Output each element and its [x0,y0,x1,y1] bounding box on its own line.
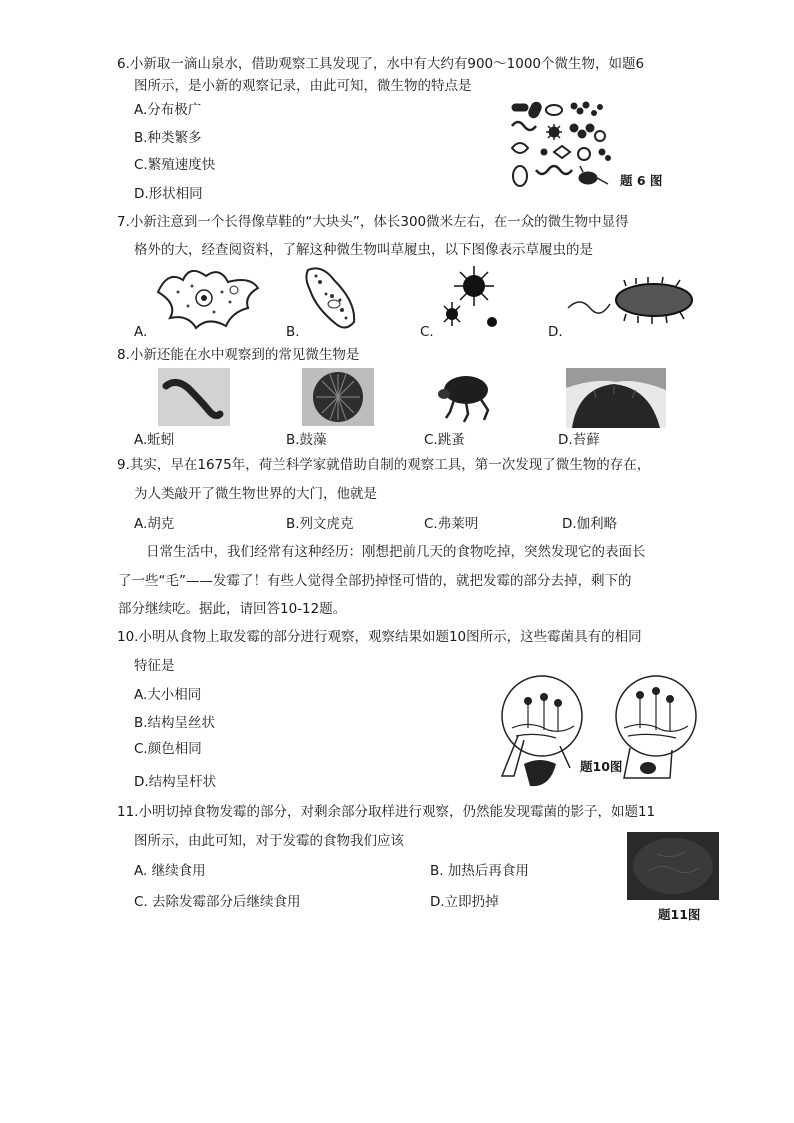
q6-stem-line1: 6.小新取一滴山泉水，借助观察工具发现了，水中有大约有900～1000个微生物，如题6 [117,56,645,72]
q11-option-d[interactable]: D.立即扔掉 [430,894,499,910]
q6-stem-line2: 图所示，是小新的观察记录，由此可知，微生物的特点是 [134,78,472,94]
q7-option-c[interactable]: C. [420,324,434,340]
q10-option-d[interactable]: D.结构呈杆状 [134,774,217,790]
q11-option-b[interactable]: B. 加热后再食用 [430,863,529,879]
q10-stem-line1: 10.小明从食物上取发霉的部分进行观察，观察结果如题10图所示，这些霉菌具有的相同 [117,629,642,645]
bacillus-image [566,276,696,326]
q7-stem-line1: 7.小新注意到一个长得像草鞋的“大块头”，体长300微米左右，在一众的微生物中显得 [117,214,629,230]
q9-option-c[interactable]: C.弗莱明 [424,516,479,532]
q6-option-b[interactable]: B.种类繁多 [134,130,202,146]
q7-option-a[interactable]: A. [134,324,148,340]
q11-option-a[interactable]: A. 继续食用 [134,863,206,879]
amoeba-image [148,262,268,332]
q8-stem: 8.小新还能在水中观察到的常见微生物是 [117,347,360,363]
q10-stem-line2: 特征是 [134,658,175,674]
q8-option-a[interactable]: A.蚯蚓 [134,432,175,448]
q6-figure-caption: 题 6 图 [620,173,663,188]
q10-option-c[interactable]: C.颜色相同 [134,741,202,757]
q11-stem-line1: 11.小明切掉食物发霉的部分，对剩余部分取样进行观察，仍然能发现霉菌的影子，如题11 [117,804,656,820]
q9-stem-line1: 9.其实，早在1675年，荷兰科学家就借助自制的观察工具，第一次发现了微生物的存在， [117,457,651,473]
desmid-photo [302,368,374,426]
q11-micrograph [627,832,719,900]
q11-option-c[interactable]: C. 去除发霉部分后继续食用 [134,894,301,910]
passage-line2: 了一些“毛”——发霉了！有些人觉得全部扔掉怪可惜的，就把发霉的部分去掉，剩下的 [118,573,632,589]
q7-stem-line2: 格外的大，经查阅资料，了解这种微生物叫草履虫，以下图像表示草履虫的是 [134,242,593,258]
q9-option-d[interactable]: D.伽利略 [562,516,618,532]
q10-mold-figure [500,668,700,796]
q10-option-b[interactable]: B.结构呈丝状 [134,715,216,731]
q6-option-a[interactable]: A.分布极广 [134,102,202,118]
q9-option-b[interactable]: B.列文虎克 [286,516,354,532]
q7-option-d[interactable]: D. [548,324,563,340]
q9-option-a[interactable]: A.胡克 [134,516,175,532]
q6-option-d[interactable]: D.形状相同 [134,186,203,202]
q6-microbes-figure [508,100,616,192]
passage-line3: 部分继续吃。据此，请回答10-12题。 [118,601,347,617]
passage-line1: 日常生活中，我们经常有这种经历：刚想把前几天的食物吃掉，突然发现它的表面长 [146,544,646,560]
q9-stem-line2: 为人类敲开了微生物世界的大门，他就是 [134,486,377,502]
q11-figure-caption: 题11图 [658,907,701,922]
q11-stem-line2: 图所示，由此可知，对于发霉的食物我们应该 [134,833,404,849]
virus-image [436,262,506,332]
q10-figure-caption: 题10图 [580,759,623,774]
moss-photo [566,368,666,428]
q6-option-c[interactable]: C.繁殖速度快 [134,157,216,173]
q8-option-b[interactable]: B.鼓藻 [286,432,327,448]
q10-option-a[interactable]: A.大小相同 [134,687,202,703]
q8-option-c[interactable]: C.跳蚤 [424,432,465,448]
paramecium-image [302,264,362,332]
q7-option-b[interactable]: B. [286,324,300,340]
q8-option-d[interactable]: D.苔藓 [558,432,600,448]
earthworm-photo [158,368,230,426]
flea-photo [430,368,502,426]
